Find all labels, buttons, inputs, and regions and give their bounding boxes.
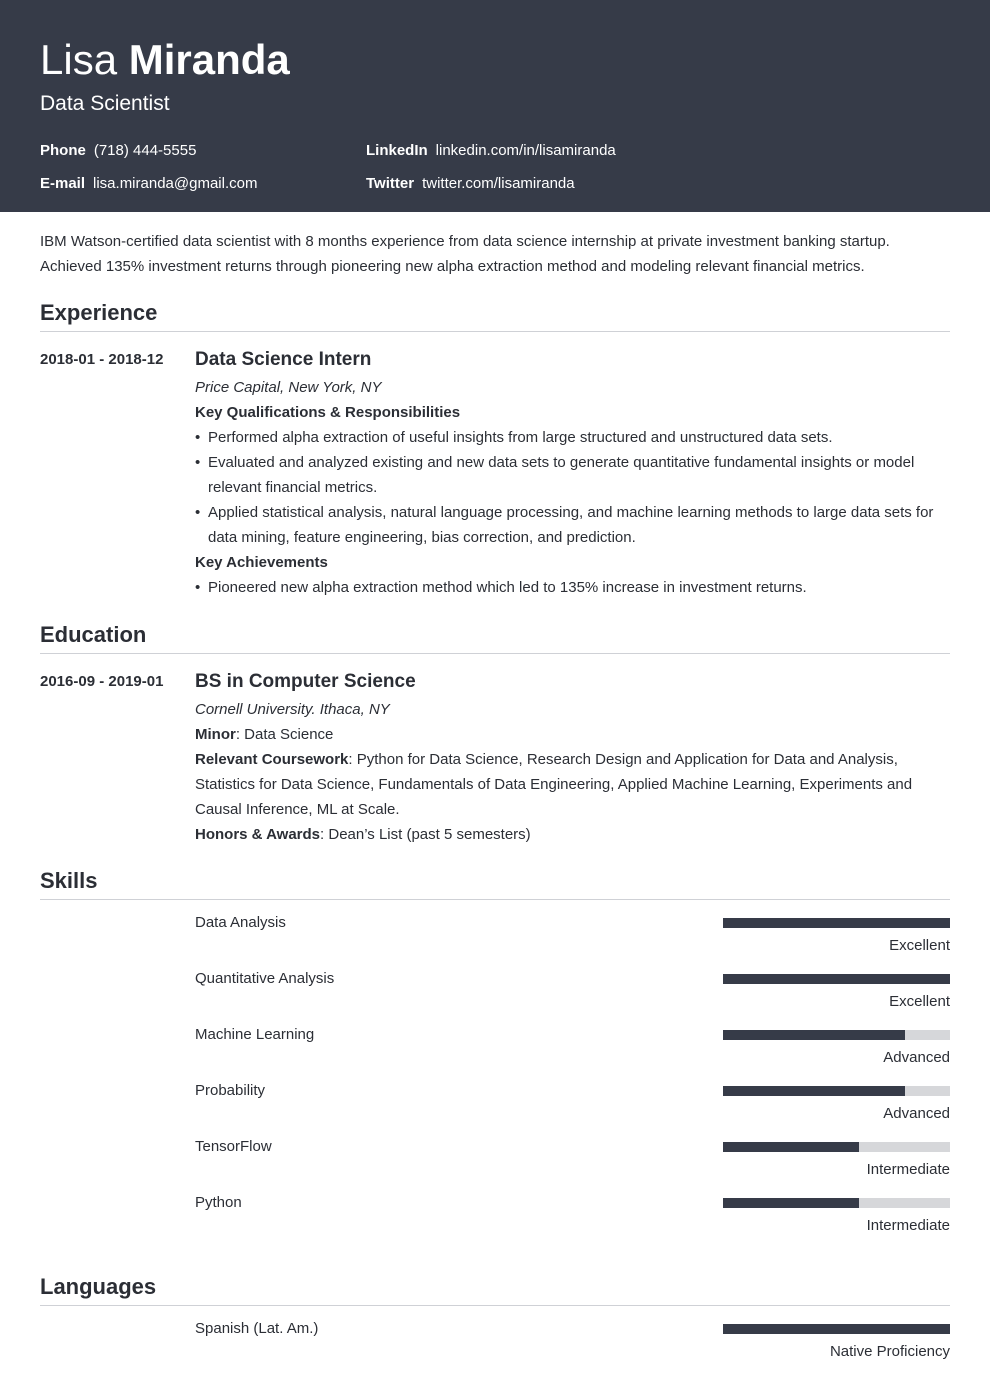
skill-level-label: Advanced [883, 1049, 950, 1066]
responsibilities-list [195, 425, 950, 550]
skill-level-fill [723, 1142, 859, 1152]
contact-phone [40, 140, 196, 162]
skill-name: Probability [195, 1082, 266, 1099]
minor-line [195, 722, 950, 747]
skill-item [40, 962, 950, 1018]
section-heading-education: Education [40, 621, 950, 654]
entry-organization: Price Capital, New York, NY [195, 379, 382, 396]
skill-level-bar [723, 974, 950, 984]
entry-school: Cornell University. Ithaca, NY [195, 701, 390, 718]
contact-label: Twitter [366, 175, 415, 192]
skill-level-label: Excellent [889, 993, 950, 1010]
contact-label: E-mail [40, 175, 86, 192]
responsibilities-heading: Key Qualifications & Responsibilities [195, 404, 461, 421]
contact-label: LinkedIn [366, 142, 428, 159]
honors-value: : Dean’s List (past 5 semesters) [320, 826, 531, 843]
skill-item [40, 1074, 950, 1130]
last-name: Miranda [128, 36, 290, 83]
list-item: • Evaluated and analyzed existing and new data sets to generate quantitative fundamental insights or model relevant financial metrics. [195, 450, 950, 500]
contact-linkedin [366, 140, 616, 162]
skill-level-fill [723, 974, 950, 984]
honors-line [195, 822, 950, 847]
skill-level-bar [723, 1086, 950, 1096]
entry-body [195, 668, 950, 847]
list-item: • Applied statistical analysis, natural language processing, and machine learning methods to large data sets for data mining, feature engineering, bias correction, and prediction. [195, 500, 950, 550]
minor-value: : Data Science [235, 726, 334, 743]
skill-name: Machine Learning [195, 1026, 315, 1043]
skill-level-label: Intermediate [866, 1217, 950, 1234]
skill-name: Python [195, 1194, 242, 1211]
language-name: Spanish (Lat. Am.) [195, 1320, 319, 1337]
skill-level-bar [723, 1198, 950, 1208]
skill-level-fill [723, 918, 950, 928]
section-heading-skills: Skills [40, 867, 950, 900]
coursework-line [195, 747, 950, 822]
resume-body [0, 229, 990, 1368]
experience-entry [40, 346, 950, 600]
entry-dates: 2018-01 - 2018-12 [40, 351, 164, 368]
language-level-label: Native Proficiency [829, 1343, 950, 1360]
phone-value[interactable]: (718) 444-5555 [93, 142, 197, 159]
achievements-list [195, 575, 950, 600]
skill-item [40, 1186, 950, 1242]
skill-name: Data Analysis [195, 914, 286, 931]
skill-name: Quantitative Analysis [195, 970, 335, 987]
skill-level-bar [723, 1030, 950, 1040]
contact-label: Phone [40, 142, 86, 159]
languages-list [40, 1312, 950, 1368]
coursework-label: Relevant Coursework [195, 751, 349, 768]
skill-level-label: Intermediate [866, 1161, 950, 1178]
minor-label: Minor [195, 726, 236, 743]
section-heading-languages: Languages [40, 1273, 950, 1306]
entry-dates: 2016-09 - 2019-01 [40, 673, 164, 690]
email-link[interactable]: lisa.miranda@gmail.com [93, 175, 258, 192]
skill-level-bar [723, 918, 950, 928]
language-level-fill [723, 1324, 950, 1334]
job-title: Data Scientist [40, 92, 170, 115]
linkedin-link[interactable]: linkedin.com/in/lisamiranda [435, 142, 616, 159]
skill-name: TensorFlow [195, 1138, 272, 1155]
candidate-name [40, 36, 950, 84]
honors-label: Honors & Awards [195, 826, 321, 843]
list-item: • Performed alpha extraction of useful insights from large structured and unstructured data sets. [195, 425, 950, 450]
skills-list [40, 906, 950, 1242]
entry-degree: BS in Computer Science [195, 671, 416, 692]
entry-role: Data Science Intern [195, 349, 372, 370]
language-item [40, 1312, 950, 1368]
skill-level-label: Advanced [883, 1105, 950, 1122]
contact-twitter [366, 173, 575, 195]
entry-body [195, 346, 950, 600]
skill-level-fill [723, 1086, 905, 1096]
skill-level-fill [723, 1030, 905, 1040]
skill-item [40, 906, 950, 962]
skill-item [40, 1018, 950, 1074]
summary: IBM Watson-certified data scientist with 8 months experience from data science internship at private investment banking startup. Achieved 135% investment returns through pioneering new alpha extraction method and modeling relevant financial metrics. [40, 233, 890, 275]
skill-item [40, 1130, 950, 1186]
skill-level-label: Excellent [889, 937, 950, 954]
achievements-heading: Key Achievements [195, 554, 328, 571]
skill-level-bar [723, 1142, 950, 1152]
resume-header [0, 0, 990, 212]
education-entry [40, 668, 950, 847]
twitter-link[interactable]: twitter.com/lisamiranda [422, 175, 575, 192]
first-name: Lisa [40, 36, 118, 83]
coursework-value: : Python for Data Science, Research Design and Application for Data and Analysis, Statistics for Data Science, Fundamentals of Data Engineering, Applied Machine Learning, Experiments and Causal Inference, ML at Scale. [195, 751, 913, 818]
skill-level-fill [723, 1198, 859, 1208]
language-level-bar [723, 1324, 950, 1334]
contact-email [40, 173, 257, 195]
list-item: • Pioneered new alpha extraction method which led to 135% increase in investment returns. [195, 575, 950, 600]
section-heading-experience: Experience [40, 299, 950, 332]
